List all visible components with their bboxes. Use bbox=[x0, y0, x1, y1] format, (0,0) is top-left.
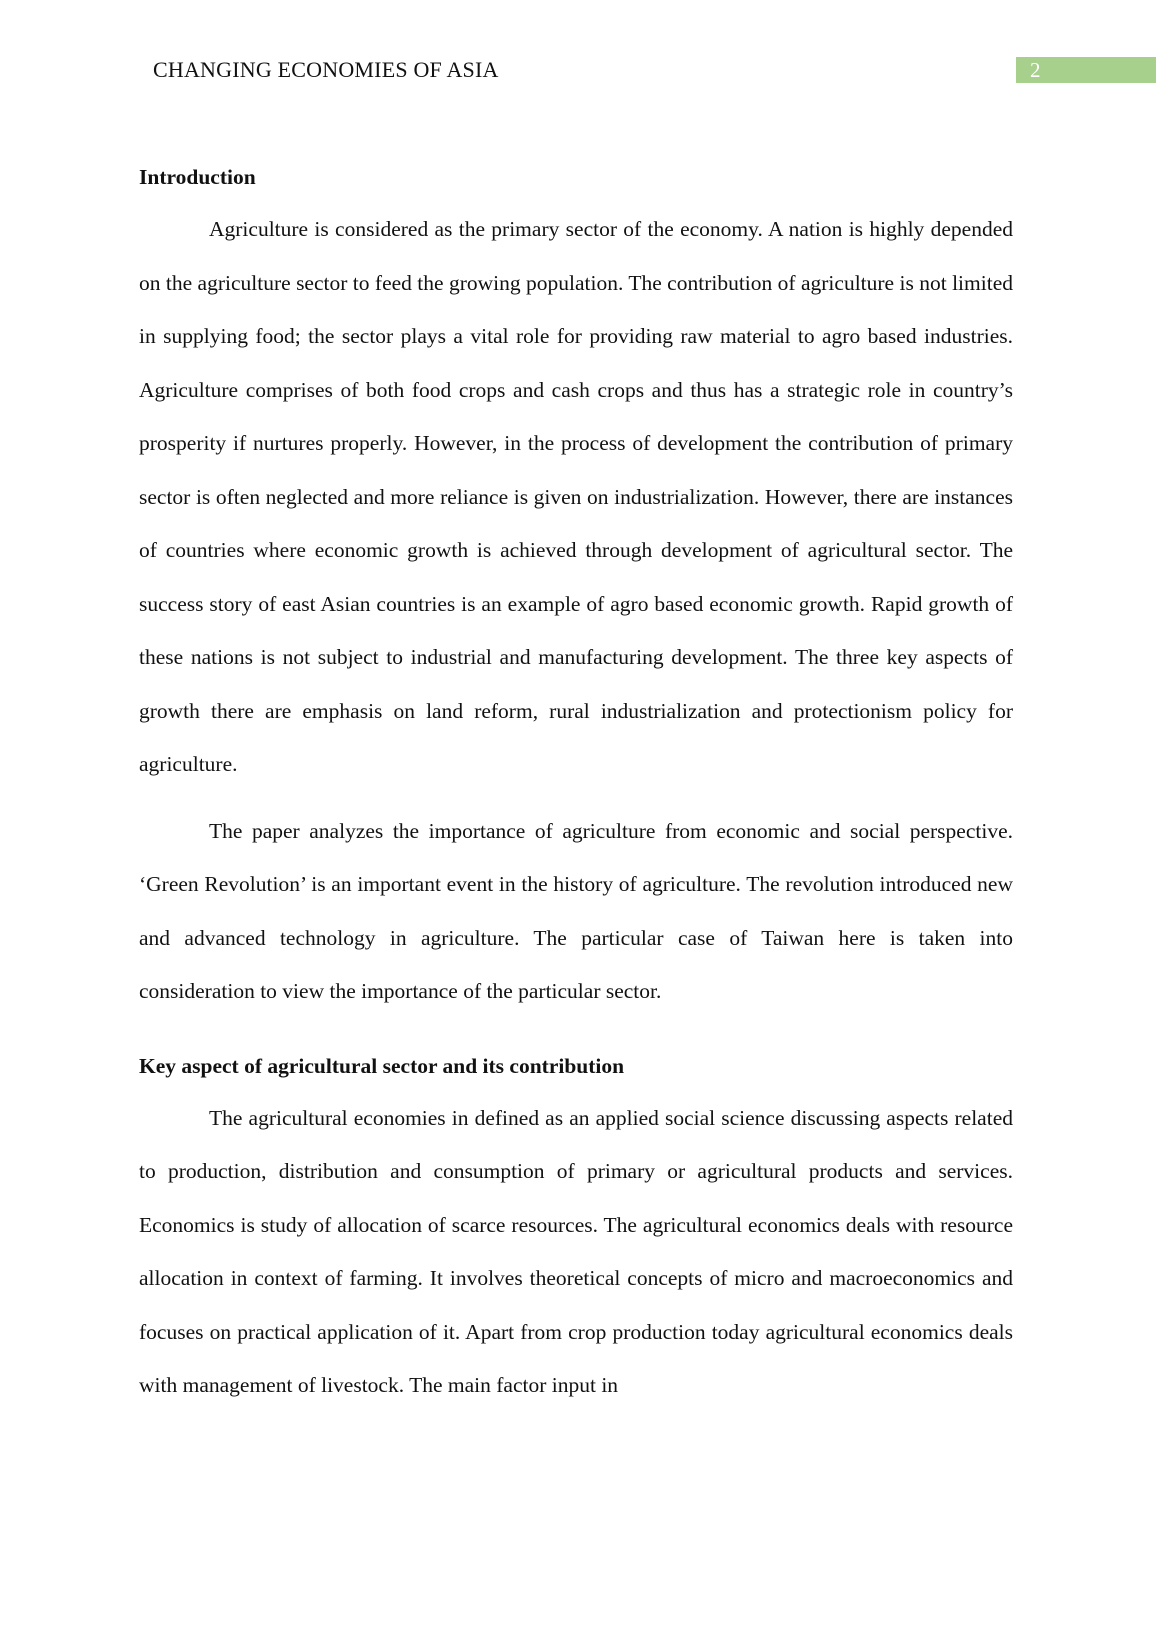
section-heading-key-aspect: Key aspect of agricultural sector and its contribution bbox=[139, 1053, 625, 1078]
paragraph-introduction-2: The paper analyzes the importance of agriculture from economic and social perspective. ‘Green Revolution’ is an important event in the history of agriculture. The revolution introduced new and advanced technology in agriculture. The particular case of Taiwan here is taken into consideration to view the importance of the particular sector. bbox=[139, 818, 1013, 1003]
paragraph-introduction-1: Agriculture is considered as the primary sector of the economy. A nation is highly depended on the agriculture sector to feed the growing population. The contribution of agriculture is not limited in supplying food; the sector plays a vital role for providing raw material to agro based industries. Agriculture comprises of both food crops and cash crops and thus has a strategic role in country’s prosperity if nurtures properly. However, in the process of development the contribution of primary sector is often neglected and more reliance is given on industrialization. However, there are instances of countries where economic growth is achieved through development of agricultural sector. The success story of east Asian countries is an example of agro based economic growth. Rapid growth of these nations is not subject to industrial and manufacturing development. The three key aspects of growth there are emphasis on land reform, rural industrialization and protectionism policy for agriculture. bbox=[139, 217, 1013, 776]
section-heading-introduction: Introduction bbox=[139, 165, 256, 189]
document-body bbox=[139, 160, 1013, 1413]
paragraph-key-aspect-1: The agricultural economies in defined as an applied social science discussing aspects related to production, distribution and consumption of primary or agricultural products and services. Economics is study of allocation of scarce resources. The agricultural economics deals with resource allocation in context of farming. It involves theoretical concepts of micro and macroeconomics and focuses on practical application of it. Apart from crop production today agricultural economics deals with management of livestock. The main factor input in bbox=[139, 1105, 1013, 1397]
page-number: 2 bbox=[1016, 57, 1156, 83]
running-header-title: CHANGING ECONOMIES OF ASIA bbox=[153, 57, 499, 82]
